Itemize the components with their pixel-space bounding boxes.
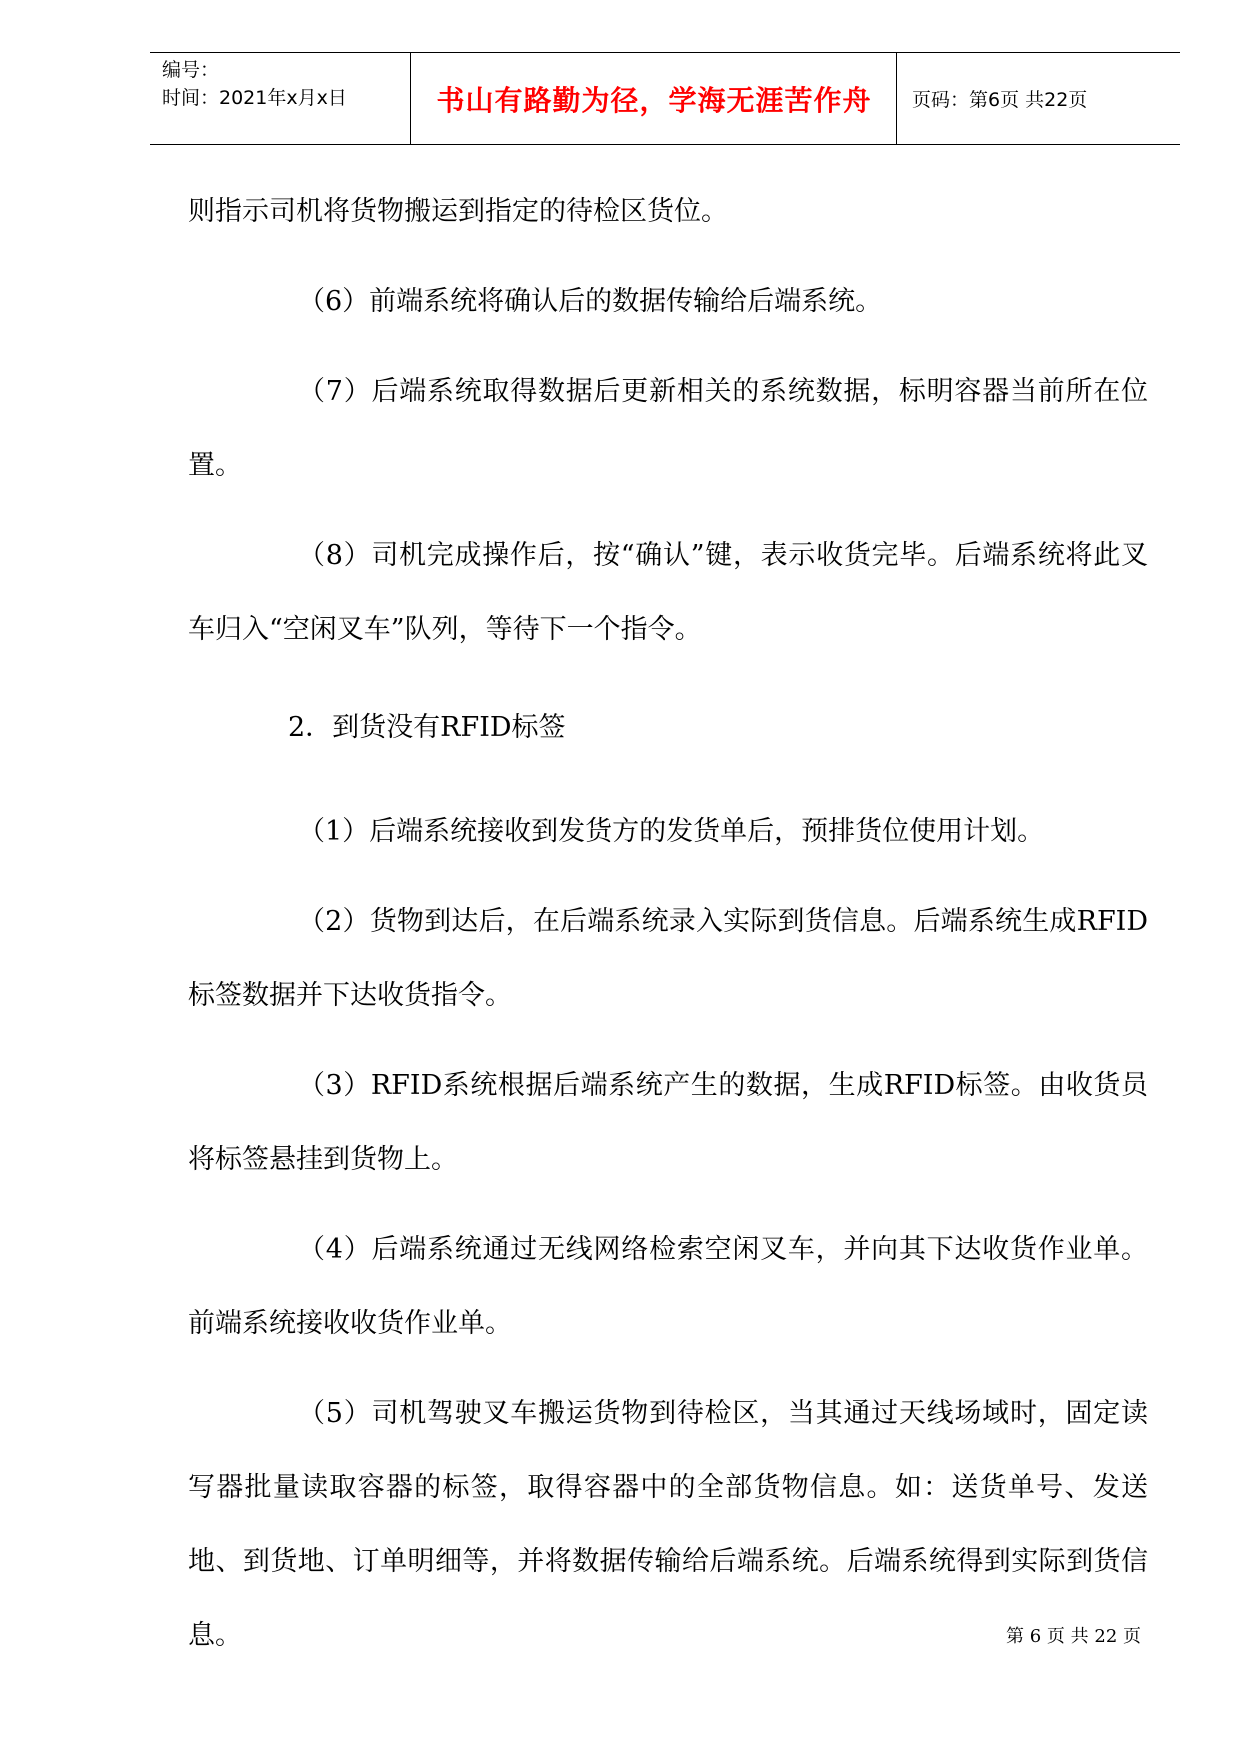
header-meta (162, 56, 347, 112)
doc-number-label: 编号： (162, 59, 220, 81)
paragraph: 则指示司机将货物搬运到指定的待检区货位。 (188, 196, 728, 227)
page-header (150, 52, 1180, 145)
paragraph: （3）RFID系统根据后端系统产生的数据，生成RFID标签。由收货员将标签悬挂到货物上。 (188, 1070, 1148, 1175)
paragraph: （8）司机完成操作后，按“确认”键，表示收货完毕。后端系统将此叉车归入“空闲叉车”队列，等待下一个指令。 (188, 540, 1148, 645)
paragraph: （2）货物到达后，在后端系统录入实际到货信息。后端系统生成RFID标签数据并下达收货指令。 (188, 906, 1148, 1011)
paragraph: （6）前端系统将确认后的数据传输给后端系统。 (298, 286, 883, 317)
paragraph: （7）后端系统取得数据后更新相关的系统数据，标明容器当前所在位置。 (188, 376, 1148, 481)
document-body (188, 175, 1148, 1689)
paragraph: （1）后端系统接收到发货方的发货单后，预排货位使用计划。 (298, 816, 1045, 847)
header-divider (896, 52, 897, 145)
header-page-info: 页码：第6页 共22页 (912, 89, 1088, 111)
paragraph: （5）司机驾驶叉车搬运货物到待检区，当其通过天线场域时，固定读写器批量读取容器的标签，取得容器中的全部货物信息。如：送货单号、发送地、到货地、订单明细等，并将数据传输给后端系统。后端系统得到实际到货信息。 (188, 1398, 1148, 1651)
page-footer: 第 6 页 共 22 页 (1006, 1626, 1141, 1647)
section-heading: 2．到货没有RFID标签 (288, 712, 566, 743)
paragraph: （4）后端系统通过无线网络检索空闲叉车，并向其下达收货作业单。前端系统接收收货作业单。 (188, 1234, 1148, 1339)
header-motto: 书山有路勤为径，学海无涯苦作舟 (436, 83, 872, 117)
header-divider (410, 52, 411, 145)
doc-time-label: 时间：2021年x月x日 (162, 87, 347, 109)
